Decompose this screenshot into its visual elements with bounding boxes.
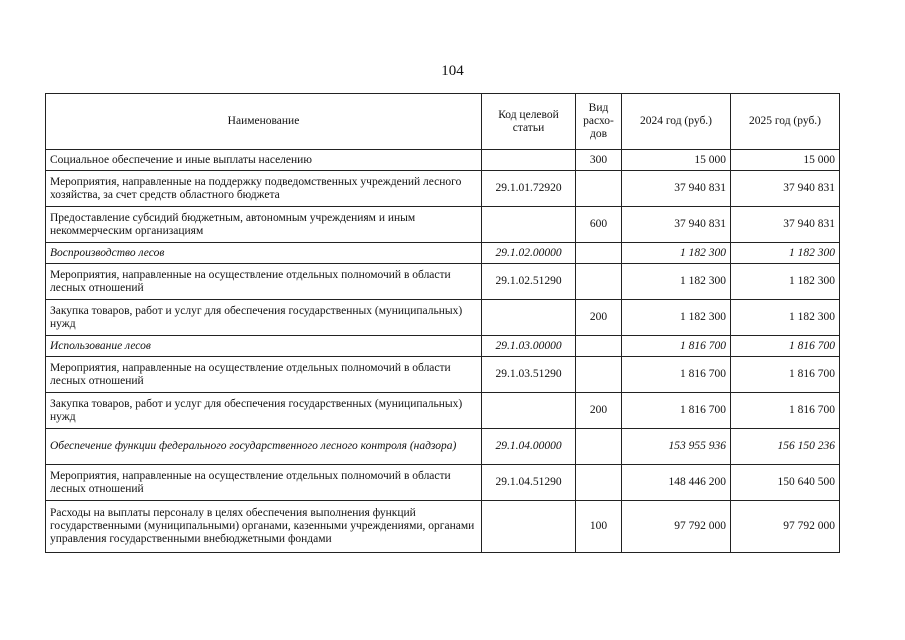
row-code-cell <box>482 393 576 429</box>
row-2024-cell: 1 182 300 <box>622 264 731 300</box>
row-2024-cell: 1 816 700 <box>622 336 731 357</box>
header-kind: Вид расхо-дов <box>576 94 622 150</box>
row-2024-cell: 153 955 936 <box>622 429 731 465</box>
row-2024-cell: 1 182 300 <box>622 300 731 336</box>
row-kind-cell <box>576 243 622 264</box>
row-name-cell: Социальное обеспечение и иные выплаты населению <box>46 150 482 171</box>
table-row <box>46 357 840 393</box>
row-name-cell: Закупка товаров, работ и услуг для обеспечения государственных (муниципальных) нужд <box>46 393 482 429</box>
row-code-cell: 29.1.04.51290 <box>482 465 576 501</box>
row-2024-cell: 97 792 000 <box>622 501 731 553</box>
table-row <box>46 300 840 336</box>
row-2025-cell: 1 182 300 <box>731 264 840 300</box>
table-header-row <box>46 94 840 150</box>
row-name-cell: Обеспечение функции федерального государственного лесного контроля (надзора) <box>46 429 482 465</box>
row-name-cell: Предоставление субсидий бюджетным, автономным учреждениям и иным некоммерческим организациям <box>46 207 482 243</box>
table-row <box>46 207 840 243</box>
row-kind-cell: 200 <box>576 300 622 336</box>
row-code-cell: 29.1.01.72920 <box>482 171 576 207</box>
row-2024-cell: 37 940 831 <box>622 171 731 207</box>
table-row <box>46 264 840 300</box>
row-code-cell: 29.1.02.51290 <box>482 264 576 300</box>
row-kind-cell: 300 <box>576 150 622 171</box>
header-code: Код целевой статьи <box>482 94 576 150</box>
row-2025-cell: 15 000 <box>731 150 840 171</box>
row-kind-cell <box>576 465 622 501</box>
row-name-cell: Мероприятия, направленные на осуществление отдельных полномочий в области лесных отношений <box>46 264 482 300</box>
row-kind-cell: 100 <box>576 501 622 553</box>
table-row <box>46 150 840 171</box>
budget-table <box>45 93 840 553</box>
table-row <box>46 501 840 553</box>
row-kind-cell <box>576 429 622 465</box>
table-row <box>46 429 840 465</box>
table-row <box>46 465 840 501</box>
page-number: 104 <box>441 63 464 79</box>
row-2024-cell: 15 000 <box>622 150 731 171</box>
row-kind-cell: 600 <box>576 207 622 243</box>
row-name-cell: Мероприятия, направленные на осуществление отдельных полномочий в области лесных отношений <box>46 357 482 393</box>
header-year-2025: 2025 год (руб.) <box>731 94 840 150</box>
row-kind-cell <box>576 336 622 357</box>
row-name-cell: Мероприятия, направленные на поддержку подведомственных учреждений лесного хозяйства, за счет средств областного бюджета <box>46 171 482 207</box>
row-2025-cell: 1 816 700 <box>731 393 840 429</box>
row-kind-cell: 200 <box>576 393 622 429</box>
row-2024-cell: 1 182 300 <box>622 243 731 264</box>
row-kind-cell <box>576 357 622 393</box>
row-kind-cell <box>576 171 622 207</box>
row-2025-cell: 37 940 831 <box>731 207 840 243</box>
row-code-cell <box>482 150 576 171</box>
row-name-cell: Закупка товаров, работ и услуг для обеспечения государственных (муниципальных) нужд <box>46 300 482 336</box>
table-body <box>46 150 840 553</box>
row-code-cell: 29.1.02.00000 <box>482 243 576 264</box>
row-2025-cell: 1 182 300 <box>731 300 840 336</box>
row-2024-cell: 37 940 831 <box>622 207 731 243</box>
row-name-cell: Использование лесов <box>46 336 482 357</box>
row-code-cell: 29.1.03.00000 <box>482 336 576 357</box>
row-kind-cell <box>576 264 622 300</box>
table-row <box>46 243 840 264</box>
row-2024-cell: 1 816 700 <box>622 357 731 393</box>
table-row <box>46 336 840 357</box>
row-2025-cell: 156 150 236 <box>731 429 840 465</box>
row-code-cell <box>482 501 576 553</box>
header-year-2024: 2024 год (руб.) <box>622 94 731 150</box>
row-name-cell: Мероприятия, направленные на осуществление отдельных полномочий в области лесных отношений <box>46 465 482 501</box>
row-2025-cell: 1 182 300 <box>731 243 840 264</box>
row-2025-cell: 150 640 500 <box>731 465 840 501</box>
table-row <box>46 393 840 429</box>
row-2024-cell: 148 446 200 <box>622 465 731 501</box>
row-2025-cell: 97 792 000 <box>731 501 840 553</box>
row-2025-cell: 1 816 700 <box>731 357 840 393</box>
header-name: Наименование <box>46 94 482 150</box>
row-name-cell: Воспроизводство лесов <box>46 243 482 264</box>
table-row <box>46 171 840 207</box>
row-2025-cell: 37 940 831 <box>731 171 840 207</box>
row-code-cell: 29.1.04.00000 <box>482 429 576 465</box>
row-2025-cell: 1 816 700 <box>731 336 840 357</box>
row-code-cell <box>482 207 576 243</box>
row-2024-cell: 1 816 700 <box>622 393 731 429</box>
row-code-cell <box>482 300 576 336</box>
row-code-cell: 29.1.03.51290 <box>482 357 576 393</box>
row-name-cell: Расходы на выплаты персоналу в целях обеспечения выполнения функций государственными (муниципальными) органами, казенными учреждениями, органами управления государственными внебюджетными фондами <box>46 501 482 553</box>
